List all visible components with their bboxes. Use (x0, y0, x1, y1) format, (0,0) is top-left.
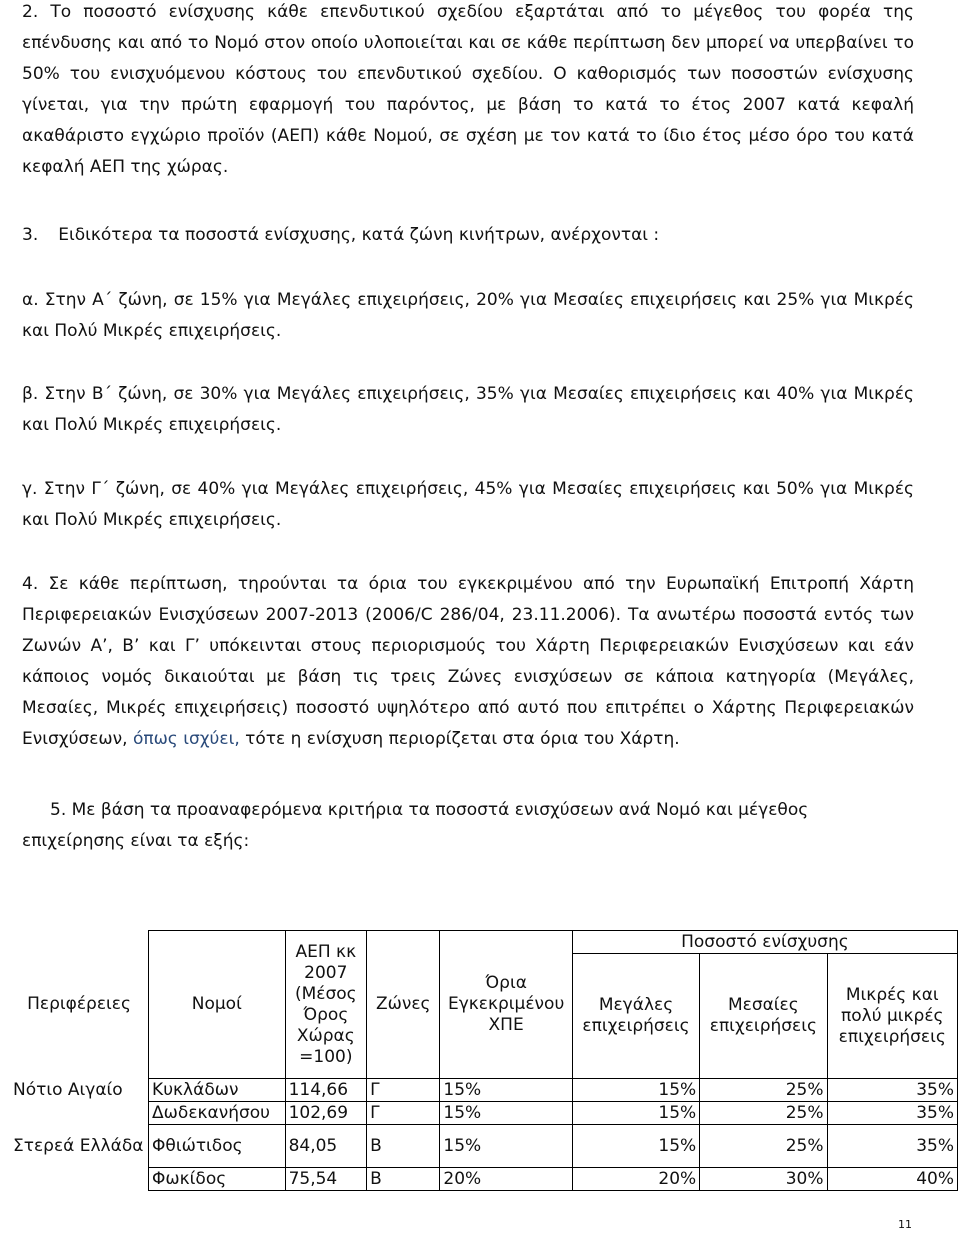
cell-zone: Γ (367, 1079, 440, 1102)
cell-large: 15% (572, 1125, 699, 1168)
cell-limit: 15% (440, 1079, 572, 1102)
cell-region (10, 1102, 149, 1125)
cell-limit: 15% (440, 1125, 572, 1168)
paragraph-a-zone: α. Στην Α΄ ζώνη, σε 15% για Μεγάλες επιχειρήσεις, 20% για Μεσαίες επιχειρήσεις και 25% για Μικρές και Πολύ Μικρές επιχειρήσεις. (22, 290, 914, 341)
paragraph-4-tail: τότε η ενίσχυση περιορίζεται στα όρια του Χάρτη. (245, 729, 680, 749)
cell-region: Στερεά Ελλάδα (13, 1135, 144, 1156)
cell-prefecture: Φθιώτιδος (149, 1125, 286, 1168)
cell-gdp: 84,05 (285, 1125, 367, 1168)
header-prefecture: Νομοί (149, 931, 286, 1079)
aid-rates-table (10, 930, 958, 1191)
header-region: Περιφέρειες (27, 994, 131, 1014)
paragraph-4-text: 4. Σε κάθε περίπτωση, τηρούνται τα όρια του εγκεκριμένου από την Ευρωπαϊκή Επιτροπή Χάρτη Περιφερειακών Ενισχύσεων 2007-2013 (2006/C 286/04, 23.11.2006). Τα ανωτέρω ποσοστά εντός των Ζωνών Α’, Β’ και Γ’ υπόκεινται στους περιορισμούς του Χάρτη Περιφερειακών Ενισχύσεων και εάν κάποιος νομός δικαιούται με βάση τις τρεις Ζώνες ενισχύσεων σε κάποια κατηγορία (Μεγάλες, Μεσαίες, Μικρές επιχειρήσεις) ποσοστό υψηλότερο από αυτό που επιτρέπει ο Χάρτης Περιφερειακών Ενισχύσεων, (22, 574, 914, 749)
header-large: Μεγάλες επιχειρήσεις (572, 954, 699, 1079)
cell-medium: 30% (700, 1168, 827, 1191)
cell-medium: 25% (700, 1125, 827, 1168)
cell-limit: 20% (440, 1168, 572, 1191)
cell-large: 15% (572, 1079, 699, 1102)
cell-small: 35% (827, 1079, 957, 1102)
header-medium: Μεσαίες επιχειρήσεις (700, 954, 827, 1079)
cell-zone: Γ (367, 1102, 440, 1125)
cell-small: 35% (827, 1102, 957, 1125)
table-row (10, 1102, 958, 1125)
header-rate-group: Ποσοστό ενίσχυσης (572, 931, 957, 954)
header-gdp: ΑΕΠ κκ 2007 (Μέσος Όρος Χώρας =100) (285, 931, 367, 1079)
paragraph-5 (22, 795, 914, 857)
paragraph-5-line1: 5. Με βάση τα προαναφερόμενα κριτήρια τα ποσοστά ενισχύσεων ανά Νομό και μέγεθος (50, 800, 809, 820)
cell-region: Νότιο Αιγαίο (13, 1079, 123, 1100)
header-limit: Όρια Εγκεκριμένου ΧΠΕ (440, 931, 572, 1079)
cell-region (10, 1168, 149, 1191)
paragraph-4-highlight: όπως ισχύει, (132, 729, 240, 749)
paragraph-3-number: 3. (22, 225, 39, 245)
cell-prefecture: Δωδεκανήσου (149, 1102, 286, 1125)
cell-limit: 15% (440, 1102, 572, 1125)
cell-small: 35% (827, 1125, 957, 1168)
cell-gdp: 75,54 (285, 1168, 367, 1191)
cell-large: 15% (572, 1102, 699, 1125)
cell-large: 20% (572, 1168, 699, 1191)
paragraph-c-zone: γ. Στην Γ΄ ζώνη, σε 40% για Μεγάλες επιχειρήσεις, 45% για Μεσαίες επιχειρήσεις και 50% για Μικρές και Πολύ Μικρές επιχειρήσεις. (22, 479, 914, 530)
cell-gdp: 114,66 (285, 1079, 367, 1102)
paragraph-3 (22, 220, 914, 251)
cell-prefecture: Κυκλάδων (149, 1079, 286, 1102)
paragraph-2: 2. Το ποσοστό ενίσχυσης κάθε επενδυτικού σχεδίου εξαρτάται από το μέγεθος του φορέα της επένδυσης και από το Νομό στον οποίο υλοποιείται και σε κάθε περίπτωση δεν μπορεί να υπερβαίνει το 50% του ενισχυόμενου κόστους του επενδυτικού σχεδίου. Ο καθορισμός των ποσοστών ενίσχυσης γίνεται, για την πρώτη εφαρμογή του παρόντος, με βάση το κατά το έτος 2007 κατά κεφαλή ακαθάριστο εγχώριο προϊόν (ΑΕΠ) κάθε Νομού, σε σχέση με τον κατά το ίδιο έτος μέσο όρο του κατά κεφαλή ΑΕΠ της χώρας. (22, 2, 914, 177)
table-row (10, 1079, 958, 1102)
paragraph-b-zone: β. Στην Β΄ ζώνη, σε 30% για Μεγάλες επιχειρήσεις, 35% για Μεσαίες επιχειρήσεις και 40% για Μικρές και Πολύ Μικρές επιχειρήσεις. (22, 384, 914, 435)
header-zones: Ζώνες (367, 931, 440, 1079)
table-row (10, 1125, 958, 1168)
table-row (10, 1168, 958, 1191)
cell-small: 40% (827, 1168, 957, 1191)
cell-medium: 25% (700, 1102, 827, 1125)
cell-zone: Β (367, 1168, 440, 1191)
cell-medium: 25% (700, 1079, 827, 1102)
paragraph-3-text: Ειδικότερα τα ποσοστά ενίσχυσης, κατά ζώνη κινήτρων, ανέρχονται : (58, 225, 660, 245)
page-number: 11 (898, 1218, 912, 1231)
cell-gdp: 102,69 (285, 1102, 367, 1125)
header-small: Μικρές και πολύ μικρές επιχειρήσεις (827, 954, 957, 1079)
cell-zone: Β (367, 1125, 440, 1168)
cell-prefecture: Φωκίδος (149, 1168, 286, 1191)
paragraph-4 (22, 569, 914, 755)
paragraph-5-line2: επιχείρησης είναι τα εξής: (22, 831, 250, 851)
